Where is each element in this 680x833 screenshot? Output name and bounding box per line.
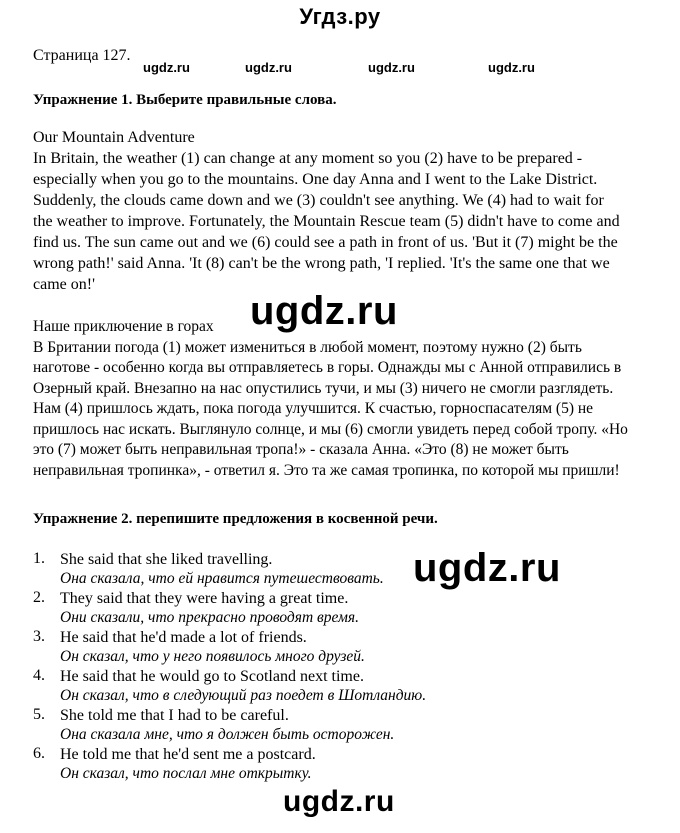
watermark-small: ugdz.ru (143, 60, 190, 75)
exercise-1-heading: Упражнение 1. Выберите правильные слова. (33, 92, 337, 108)
watermark-small: ugdz.ru (245, 60, 292, 75)
exercise-2-heading: Упражнение 2. перепишите предложения в косвенной речи. (33, 511, 438, 527)
exercise-1-english-text (33, 127, 623, 295)
item-english: He told me that he'd sent me a postcard. (60, 746, 316, 763)
english-story-body: In Britain, the weather (1) can change at any moment so you (2) have to be prepared - especially when you go to the mountains. One day Anna and I went to the Lake District. Suddenly, the clouds came down and we (3) couldn't see anything. We (4) had to wait for the weather to improve. Fortunately, the Mountain Rescue team (5) didn't have to come and find us. The sun came out and we (6) could see a path in front of us. 'But it (7) might be the wrong path!' said Anna. 'It (8) can't be the wrong path, 'I replied. 'It's the same one that we came on!' (33, 150, 620, 293)
exercise-1-russian-text (33, 317, 633, 481)
watermark-large: ugdz.ru (413, 546, 561, 590)
item-english: They said that they were having a great time. (60, 590, 349, 607)
item-english: She said that she liked travelling. (60, 551, 273, 568)
item-number: 3. (33, 628, 45, 645)
item-number: 1. (33, 550, 45, 567)
russian-story-title: Наше приключение в горах (33, 318, 214, 335)
list-item (33, 667, 633, 706)
item-russian: Он сказал, что в следующий раз поедет в Шотландию. (60, 687, 427, 704)
english-story-title: Our Mountain Adventure (33, 129, 195, 146)
item-russian: Она сказала мне, что я должен быть осторожен. (60, 726, 395, 743)
item-english: He said that he'd made a lot of friends. (60, 629, 307, 646)
list-item (33, 628, 633, 667)
item-number: 2. (33, 589, 45, 606)
list-item (33, 745, 633, 784)
watermark-large: ugdz.ru (250, 289, 398, 333)
item-russian: Он сказал, что послал мне открытку. (60, 765, 312, 782)
item-number: 5. (33, 706, 45, 723)
list-item (33, 706, 633, 745)
item-english: He said that he would go to Scotland next time. (60, 668, 364, 685)
item-number: 4. (33, 667, 45, 684)
watermark-small: ugdz.ru (488, 60, 535, 75)
watermark-small: ugdz.ru (368, 60, 415, 75)
item-russian: Они сказали, что прекрасно проводят время. (60, 609, 359, 626)
site-title: Угдз.ру (299, 4, 381, 29)
item-number: 6. (33, 745, 45, 762)
page-label: Страница 127. (33, 47, 131, 64)
list-item (33, 589, 633, 628)
item-russian: Она сказала, что ей нравится путешествовать. (60, 570, 384, 587)
item-russian: Он сказал, что у него появилось много друзей. (60, 648, 365, 665)
russian-story-body: В Британии погода (1) может измениться в любой момент, поэтому нужно (2) быть наготове - особенно когда вы отправляетесь в горы. Однажды мы с Анной отправились в Озерный край. Внезапно на нас опустились тучи, и мы (3) ничего не смогли разглядеть. Нам (4) пришлось ждать, пока погода улучшится. К счастью, горноспасателям (5) не пришлось нас искать. Выглянуло солнце, и мы (6) смогли увидеть перед собой тропу. «Но это (7) может быть неправильная тропа!» - сказала Анна. «Это (8) не может быть неправильная тропинка», - ответил я. Это та же самая тропинка, по которой мы пришли! (33, 338, 628, 479)
watermark-footer: ugdz.ru (283, 785, 395, 818)
item-english: She told me that I had to be careful. (60, 707, 289, 724)
